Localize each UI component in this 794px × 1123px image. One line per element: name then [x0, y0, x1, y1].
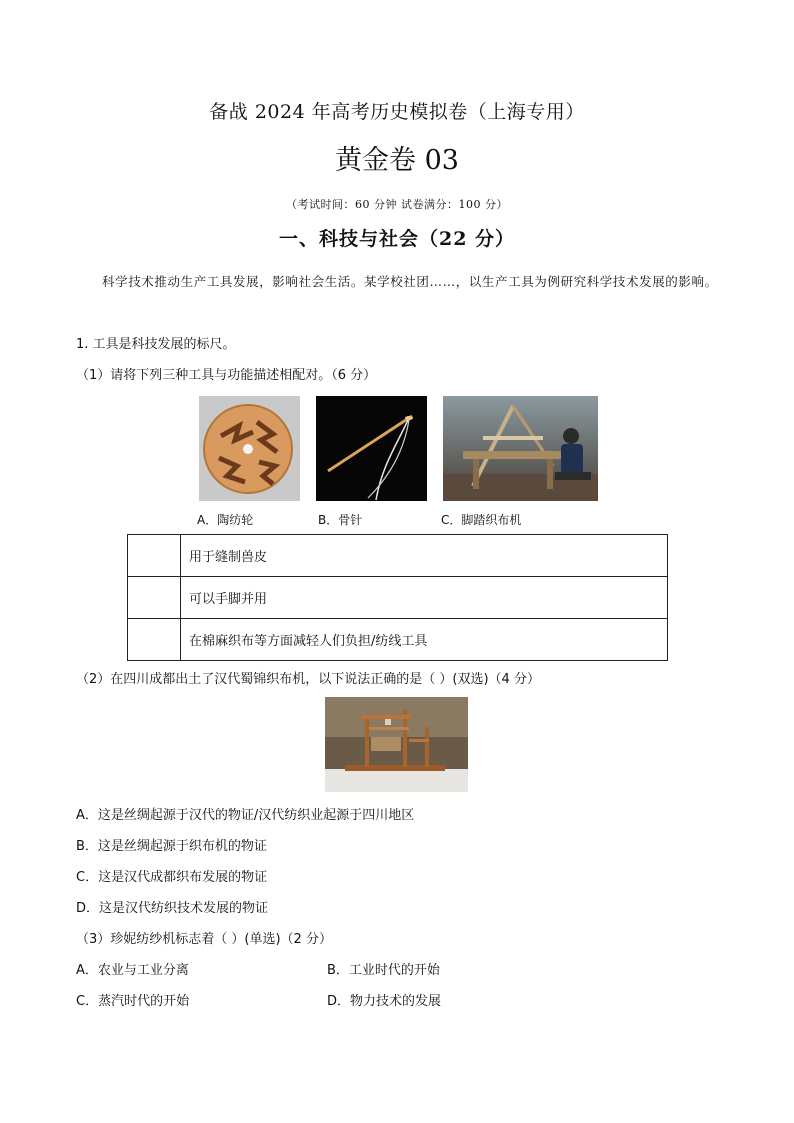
caption-b: B．骨针	[318, 513, 363, 527]
function-description: 可以手脚并用	[181, 577, 668, 619]
table-row	[128, 577, 668, 619]
exam-info: （考试时间：60 分钟 试卷满分：100 分）	[286, 198, 508, 211]
exam-title: 备战 2024 年高考历史模拟卷（上海专用）	[209, 101, 585, 123]
option-2a[interactable]: A．这是丝绸起源于汉代的物证/汉代纺织业起源于四川地区	[76, 808, 415, 823]
option-2b[interactable]: B．这是丝绸起源于织布机的物证	[76, 839, 267, 854]
treadle-loom-image	[443, 396, 598, 501]
table-row	[128, 535, 668, 577]
question-1-part-2-prompt: （2）在四川成都出土了汉代蜀锦织布机，以下说法正确的是（ ）(双选)（4 分）	[76, 672, 540, 687]
section-intro: 科学技术推动生产工具发展，影响社会生活。某学校社团……，以生产工具为例研究科学技术发展的影响。	[102, 274, 718, 289]
caption-c: C．脚踏织布机	[441, 513, 522, 527]
function-description: 用于缝制兽皮	[181, 535, 668, 577]
answer-cell[interactable]	[128, 619, 181, 661]
paper-subtitle: 黄金卷 03	[335, 145, 459, 176]
option-3a[interactable]: A．农业与工业分离	[76, 963, 189, 978]
option-3b[interactable]: B．工业时代的开始	[327, 963, 440, 978]
option-2d[interactable]: D．这是汉代纺织技术发展的物证	[76, 901, 269, 916]
section-heading: 一、科技与社会（22 分）	[278, 228, 516, 250]
matching-table	[127, 534, 668, 661]
answer-cell[interactable]	[128, 577, 181, 619]
table-row	[128, 619, 668, 661]
bone-needle-image	[316, 396, 427, 501]
option-3d[interactable]: D．物力技术的发展	[327, 994, 442, 1009]
pottery-spindle-whorl-image	[199, 396, 300, 501]
han-shu-brocade-loom-image	[325, 697, 468, 792]
option-3c[interactable]: C．蒸汽时代的开始	[76, 994, 190, 1009]
question-1-stem: 1. 工具是科技发展的标尺。	[76, 337, 236, 352]
option-2c[interactable]: C．这是汉代成都织布发展的物证	[76, 870, 268, 885]
answer-cell[interactable]	[128, 535, 181, 577]
question-1-part-3-prompt: （3）珍妮纺纱机标志着（ ）(单选)（2 分）	[76, 932, 332, 947]
function-description: 在棉麻织布等方面减轻人们负担/纺线工具	[181, 619, 668, 661]
question-1-part-1-prompt: （1）请将下列三种工具与功能描述相配对。（6 分）	[76, 368, 377, 383]
caption-a: A．陶纺轮	[197, 513, 254, 527]
